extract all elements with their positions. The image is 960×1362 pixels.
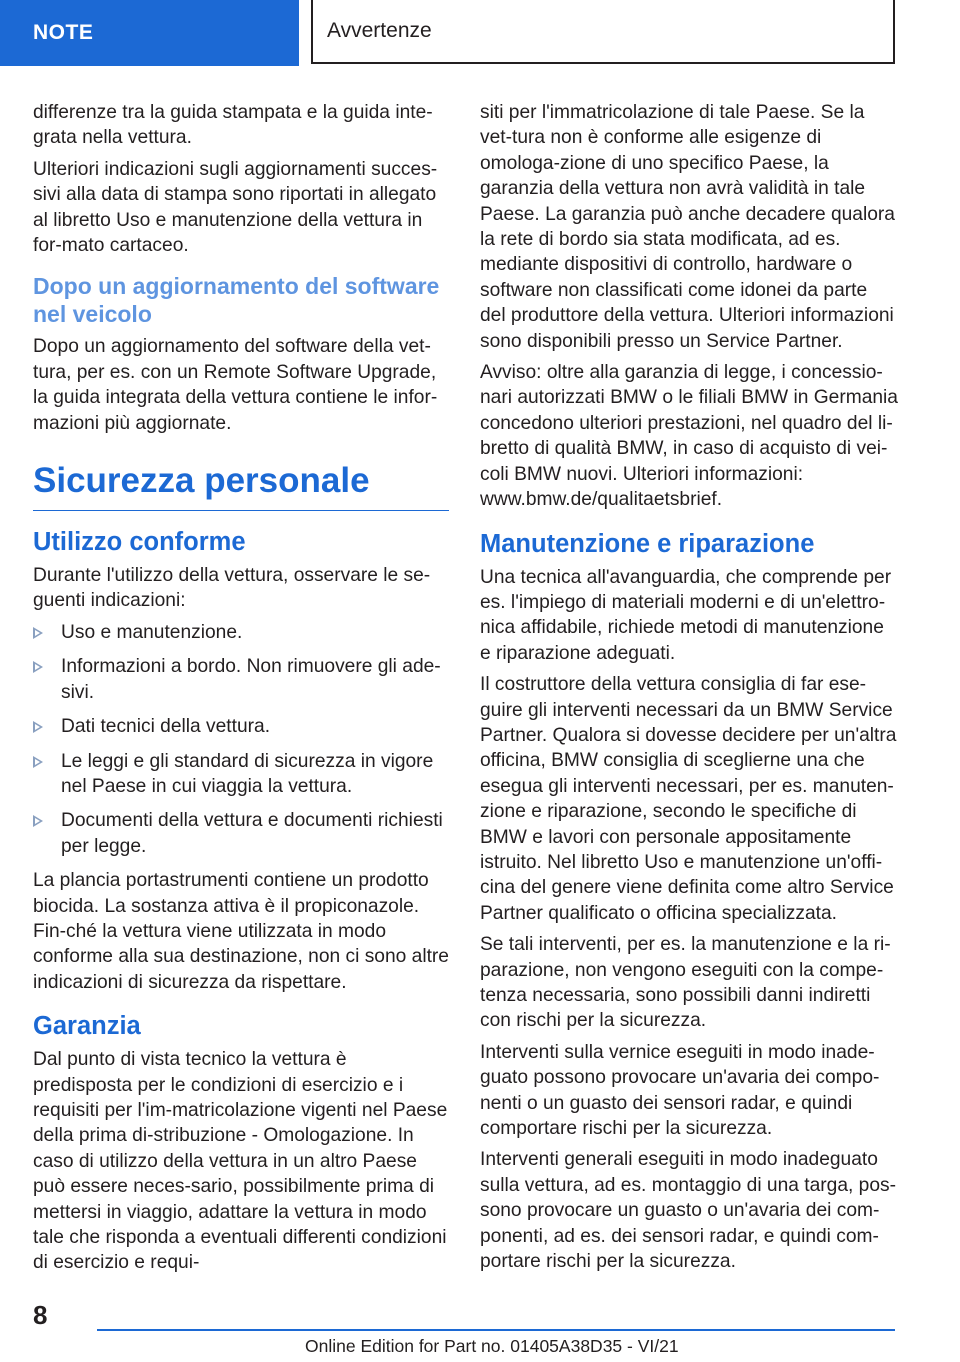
list-item: [33, 808, 449, 859]
triangle-bullet-icon: [33, 661, 43, 673]
paragraph: Se tali interventi, per es. la manutenzione e la ri-parazione, non vengono eseguiti con la compe-tenza necessaria, sono possibili danni indiretti con rischi per la sicurezza.: [480, 934, 891, 1032]
paragraph: Dopo un aggiornamento del software della vet-tura, per es. con un Remote Software Upgrade, la guida integrata della vettura contiene le infor-mazioni più aggiornate.: [33, 336, 438, 434]
section-header: [311, 0, 895, 64]
chapter-title: Sicurezza personale: [33, 460, 449, 511]
triangle-bullet-icon: [33, 815, 43, 827]
right-column: [480, 100, 898, 1280]
section-title: Avvertenze: [327, 19, 432, 42]
footer-divider: [97, 1329, 895, 1331]
page-number: 8: [33, 1300, 48, 1330]
paragraph: Dal punto di vista tecnico la vettura è predisposta per le condizioni di esercizio e i requisiti per l'im-matricolazione vigenti nel Paese della prima di-stribuzione - Omologazione. In caso di utilizzo della vettura in un altro Paese può essere neces-sario, possibilmente prima di mettersi in viaggio, adattare la vettura in modo tale che risponda a eventuali differenti condizioni di esercizio e requi-: [33, 1049, 448, 1274]
list-item: [33, 749, 449, 800]
paragraph: differenze tra la guida stampata e la guida inte-grata nella vettura.: [33, 102, 433, 149]
paragraph: Durante l'utilizzo della vettura, osservare le se-guenti indicazioni:: [33, 565, 431, 612]
paragraph: Interventi sulla vernice eseguiti in modo inade-guato possono provocare un'avaria dei compo-nenti o un guasto dei sensori radar, e quindi comportare rischi per la sicurezza.: [480, 1041, 880, 1140]
paragraph: Il costruttore della vettura consiglia di far ese-guire gli interventi necessari da un BMW Service Partner. Qualora si dovesse decidere per un'altra officina, BMW consiglia di sceglierne una che esegua gli interventi necessari, per es. manuten-zione e riparazione, secondo le specifiche di BMW e lavori con personale appositamente istruito. Nel libretto Uso e manutenzione un'offi-cina del genere viene definita come altro Service Partner qualificato o officina specializzata.: [480, 674, 897, 924]
left-column: [33, 100, 449, 1282]
list-item-text: Dati tecnici della vettura.: [61, 716, 271, 738]
list-item: [33, 620, 449, 645]
heading-maintenance: Manutenzione e riparazione: [480, 529, 815, 558]
footer-edition: Online Edition for Part no. 01405A38D35 - VI/21: [305, 1336, 679, 1356]
list-item-text: Informazioni a bordo. Non rimuovere gli ade-sivi.: [61, 656, 441, 703]
paragraph: siti per l'immatricolazione di tale Paese. Se la vet-tura non è conforme alle esigenze di omologa-zione di uno specifico Paese, la garanzia della vettura non avrà validità in tale Paese. La garanzia può anche decadere qualora la rete di bordo sia stata modificata, ad es. mediante dispositivi di controllo, hardware o software non classificati come idonei da parte del produttore della vettura. Ulteriori informazioni sono disponibili presso un Service Partner.: [480, 102, 895, 352]
triangle-bullet-icon: [33, 756, 43, 768]
paragraph: Interventi generali eseguiti in modo inadeguato sulla vettura, ad es. montaggio di una targa, pos-sono provocare un guasto o un'avaria dei com-ponenti, ad es. dei sensori radar, e quindi com-portare rischi per la sicurezza.: [480, 1149, 896, 1273]
paragraph: Ulteriori indicazioni sugli aggiornamenti succes-sivi alla data di stampa sono riportati in allegato al libretto Uso e manutenzione della vettura in for-mato cartaceo.: [33, 158, 438, 257]
list-item-text: Documenti della vettura e documenti richiesti per legge.: [61, 810, 443, 857]
paragraph: La plancia portastrumenti contiene un prodotto biocida. La sostanza attiva è il propiconazole. Fin-ché la vettura viene utilizzata in modo conforme alla sua destinazione, non ci sono altre indicazioni di sicurezza da rispettare.: [33, 870, 449, 993]
subheading-software-update: Dopo un aggiornamento del software nel veicolo: [33, 273, 440, 328]
triangle-bullet-icon: [33, 627, 43, 639]
heading-intended-use: Utilizzo conforme: [33, 528, 246, 557]
paragraph: Una tecnica all'avanguardia, che comprende per es. l'impiego di materiali moderni e di un'elettro-nica affidabile, richiede metodi di manutenzione e riparazione adeguati.: [480, 566, 892, 664]
header-tab: [0, 0, 299, 66]
list-item: [33, 714, 449, 739]
list-item: [33, 654, 449, 705]
list-item-text: Uso e manutenzione.: [61, 621, 243, 643]
header-tab-label: NOTE: [33, 21, 94, 44]
heading-warranty: Garanzia: [33, 1012, 141, 1041]
paragraph: Avviso: oltre alla garanzia di legge, i concessio-nari autorizzati BMW o le filiali BMW in Germania concedono ulteriori prestazioni, nel quadro del li-bretto di qualità BMW, in caso di acquisto di vei-coli BMW nuovi. Ulteriori informazioni: www.bmw.de/qualitaetsbrief.: [480, 362, 898, 511]
triangle-bullet-icon: [33, 721, 43, 733]
bullet-list: [33, 620, 449, 859]
list-item-text: Le leggi e gli standard di sicurezza in vigore nel Paese in cui viaggia la vettura.: [61, 750, 434, 797]
